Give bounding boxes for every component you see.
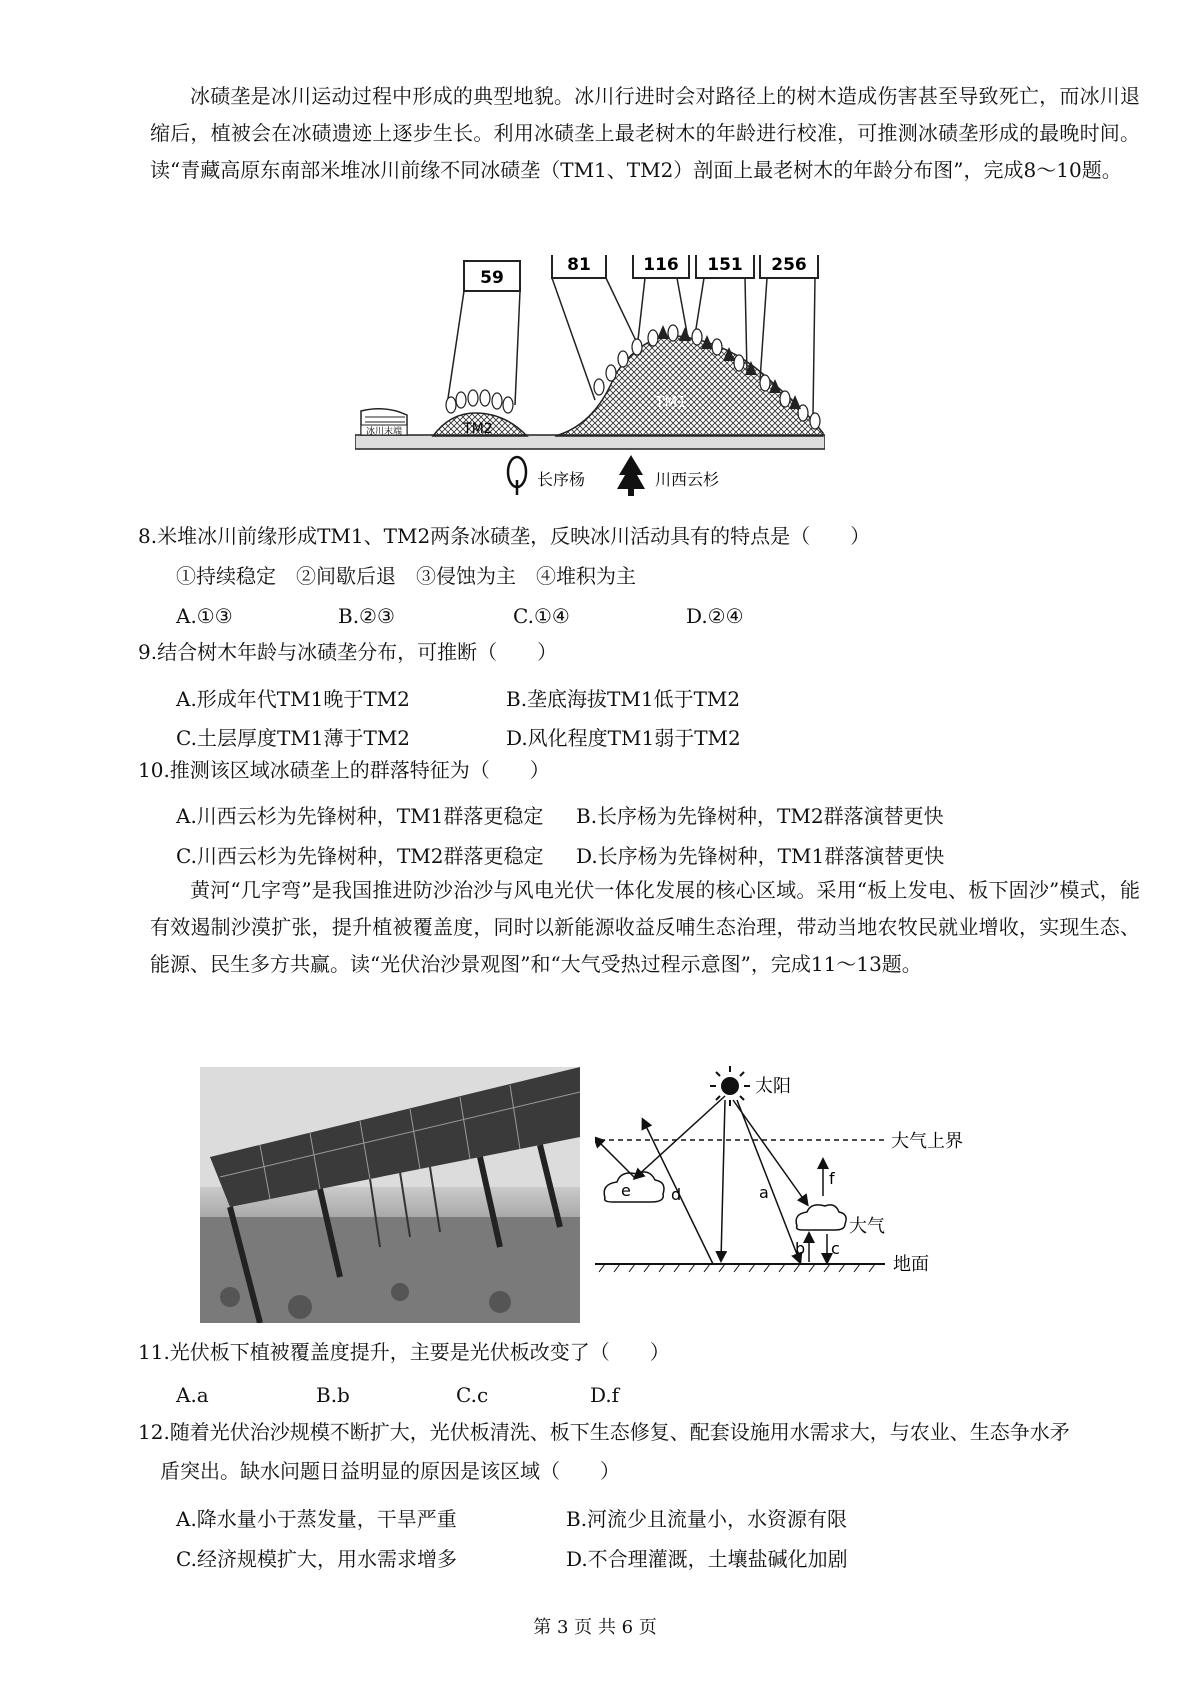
q12-option-a[interactable]: A.降水量小于蒸发量，干旱严重	[176, 1507, 457, 1531]
q8-stem: 8.米堆冰川前缘形成TM1、TM2两条冰碛垄，反映冰川活动具有的特点是（ ）	[138, 524, 871, 548]
label-d: d	[671, 1185, 682, 1204]
label-e: e	[621, 1181, 631, 1200]
sun-label: 太阳	[755, 1076, 791, 1097]
moraine-tm2	[433, 413, 527, 437]
label-f: f	[829, 1169, 835, 1188]
q11-stem: 11.光伏板下植被覆盖度提升，主要是光伏板改变了（ ）	[138, 1340, 670, 1364]
svg-text:TM1: TM1	[655, 393, 687, 411]
q11-option-d[interactable]: D.f	[590, 1383, 620, 1407]
age-box-59	[464, 261, 520, 291]
glacier-snout	[361, 409, 407, 437]
legend-poplar	[508, 457, 585, 495]
svg-text:151: 151	[707, 255, 743, 275]
q10-option-d[interactable]: D.长序杨为先锋树种，TM1群落演替更快	[576, 844, 945, 868]
svg-text:81: 81	[567, 255, 591, 275]
q10-option-a[interactable]: A.川西云杉为先锋树种，TM1群落更稳定	[176, 804, 544, 828]
q11-option-b[interactable]: B.b	[316, 1383, 350, 1407]
q8-option-c[interactable]: C.①④	[513, 604, 570, 628]
passage-photovoltaic: 黄河“几字弯”是我国推进防沙治沙与风电光伏一体化发展的核心区域。采用“板上发电、板下固沙”模式，能有效遏制沙漠扩张，提升植被覆盖度，同时以新能源收益反哺生态治理，带动当地农牧民就业增收，实现生态、能源、民生多方共赢。读“光伏治沙景观图”和“大气受热过程示意图”，完成11～13题。	[150, 878, 1140, 976]
label-a: a	[759, 1183, 769, 1202]
label-c: c	[831, 1239, 840, 1258]
q9-option-a[interactable]: A.形成年代TM1晚于TM2	[176, 687, 410, 711]
photovoltaic-landscape-photo	[200, 1067, 580, 1323]
svg-text:59: 59	[480, 268, 504, 288]
q9-option-d[interactable]: D.风化程度TM1弱于TM2	[506, 726, 741, 750]
q9-option-b[interactable]: B.垄底海拔TM1低于TM2	[506, 687, 741, 711]
atmosphere-heating-diagram	[595, 1060, 1055, 1330]
q8-option-d[interactable]: D.②④	[686, 604, 744, 628]
passage-moraine: 冰碛垄是冰川运动过程中形成的典型地貌。冰川行进时会对路径上的树木造成伤害甚至导致死亡，而冰川退缩后，植被会在冰碛遗迹上逐步生长。利用冰碛垄上最老树木的年龄进行校准，可推测冰碛垄形成的最晚时间。读“青藏高原东南部米堆冰川前缘不同冰碛垄（TM1、TM2）剖面上最老树木的年龄分布图”，完成8～10题。	[150, 84, 1140, 182]
page-footer: 第 3 页 共 6 页	[533, 1617, 657, 1638]
q12-option-c[interactable]: C.经济规模扩大，用水需求增多	[176, 1547, 457, 1571]
ground-label: 地面	[893, 1254, 929, 1275]
age-box-81	[552, 255, 606, 278]
q12-option-d[interactable]: D.不合理灌溉，土壤盐碱化加剧	[566, 1547, 848, 1571]
svg-text:116: 116	[643, 255, 679, 275]
q12-stem-line1: 12.随着光伏治沙规模不断扩大，光伏板清洗、板下生态修复、配套设施用水需求大，与农业、生态争水矛	[138, 1420, 1070, 1444]
atmosphere-label: 大气	[849, 1216, 885, 1237]
label-b: b	[795, 1239, 806, 1258]
svg-text:川西云杉: 川西云杉	[655, 470, 720, 489]
q8-sub-items: ①持续稳定 ②间歇后退 ③侵蚀为主 ④堆积为主	[176, 564, 636, 588]
q11-option-c[interactable]: C.c	[456, 1383, 489, 1407]
atmosphere-top-label: 大气上界	[891, 1131, 963, 1152]
age-box-151	[696, 255, 754, 278]
q10-option-b[interactable]: B.长序杨为先锋树种，TM2群落演替更快	[576, 804, 944, 828]
age-box-116	[633, 255, 689, 278]
q11-option-a[interactable]: A.a	[176, 1383, 209, 1407]
svg-text:256: 256	[771, 255, 807, 275]
moraine-age-figure	[355, 255, 825, 505]
q10-stem: 10.推测该区域冰碛垄上的群落特征为（ ）	[138, 758, 550, 782]
q12-stem-line2: 盾突出。缺水问题日益明显的原因是该区域（ ）	[160, 1459, 620, 1483]
q8-option-a[interactable]: A.①③	[176, 604, 233, 628]
q12-option-b[interactable]: B.河流少且流量小，水资源有限	[566, 1507, 848, 1531]
cloud-icon	[796, 1205, 846, 1230]
q10-option-c[interactable]: C.川西云杉为先锋树种，TM2群落更稳定	[176, 844, 544, 868]
svg-text:长序杨: 长序杨	[537, 470, 586, 489]
q9-stem: 9.结合树木年龄与冰碛垄分布，可推断（ ）	[138, 640, 558, 664]
q9-option-c[interactable]: C.土层厚度TM1薄于TM2	[176, 726, 411, 750]
q8-option-b[interactable]: B.②③	[338, 604, 395, 628]
svg-text:TM2: TM2	[463, 421, 493, 437]
age-box-256	[760, 255, 818, 278]
sun-icon	[710, 1066, 750, 1106]
svg-text:冰川末端: 冰川末端	[365, 427, 403, 437]
legend-spruce	[617, 455, 719, 496]
